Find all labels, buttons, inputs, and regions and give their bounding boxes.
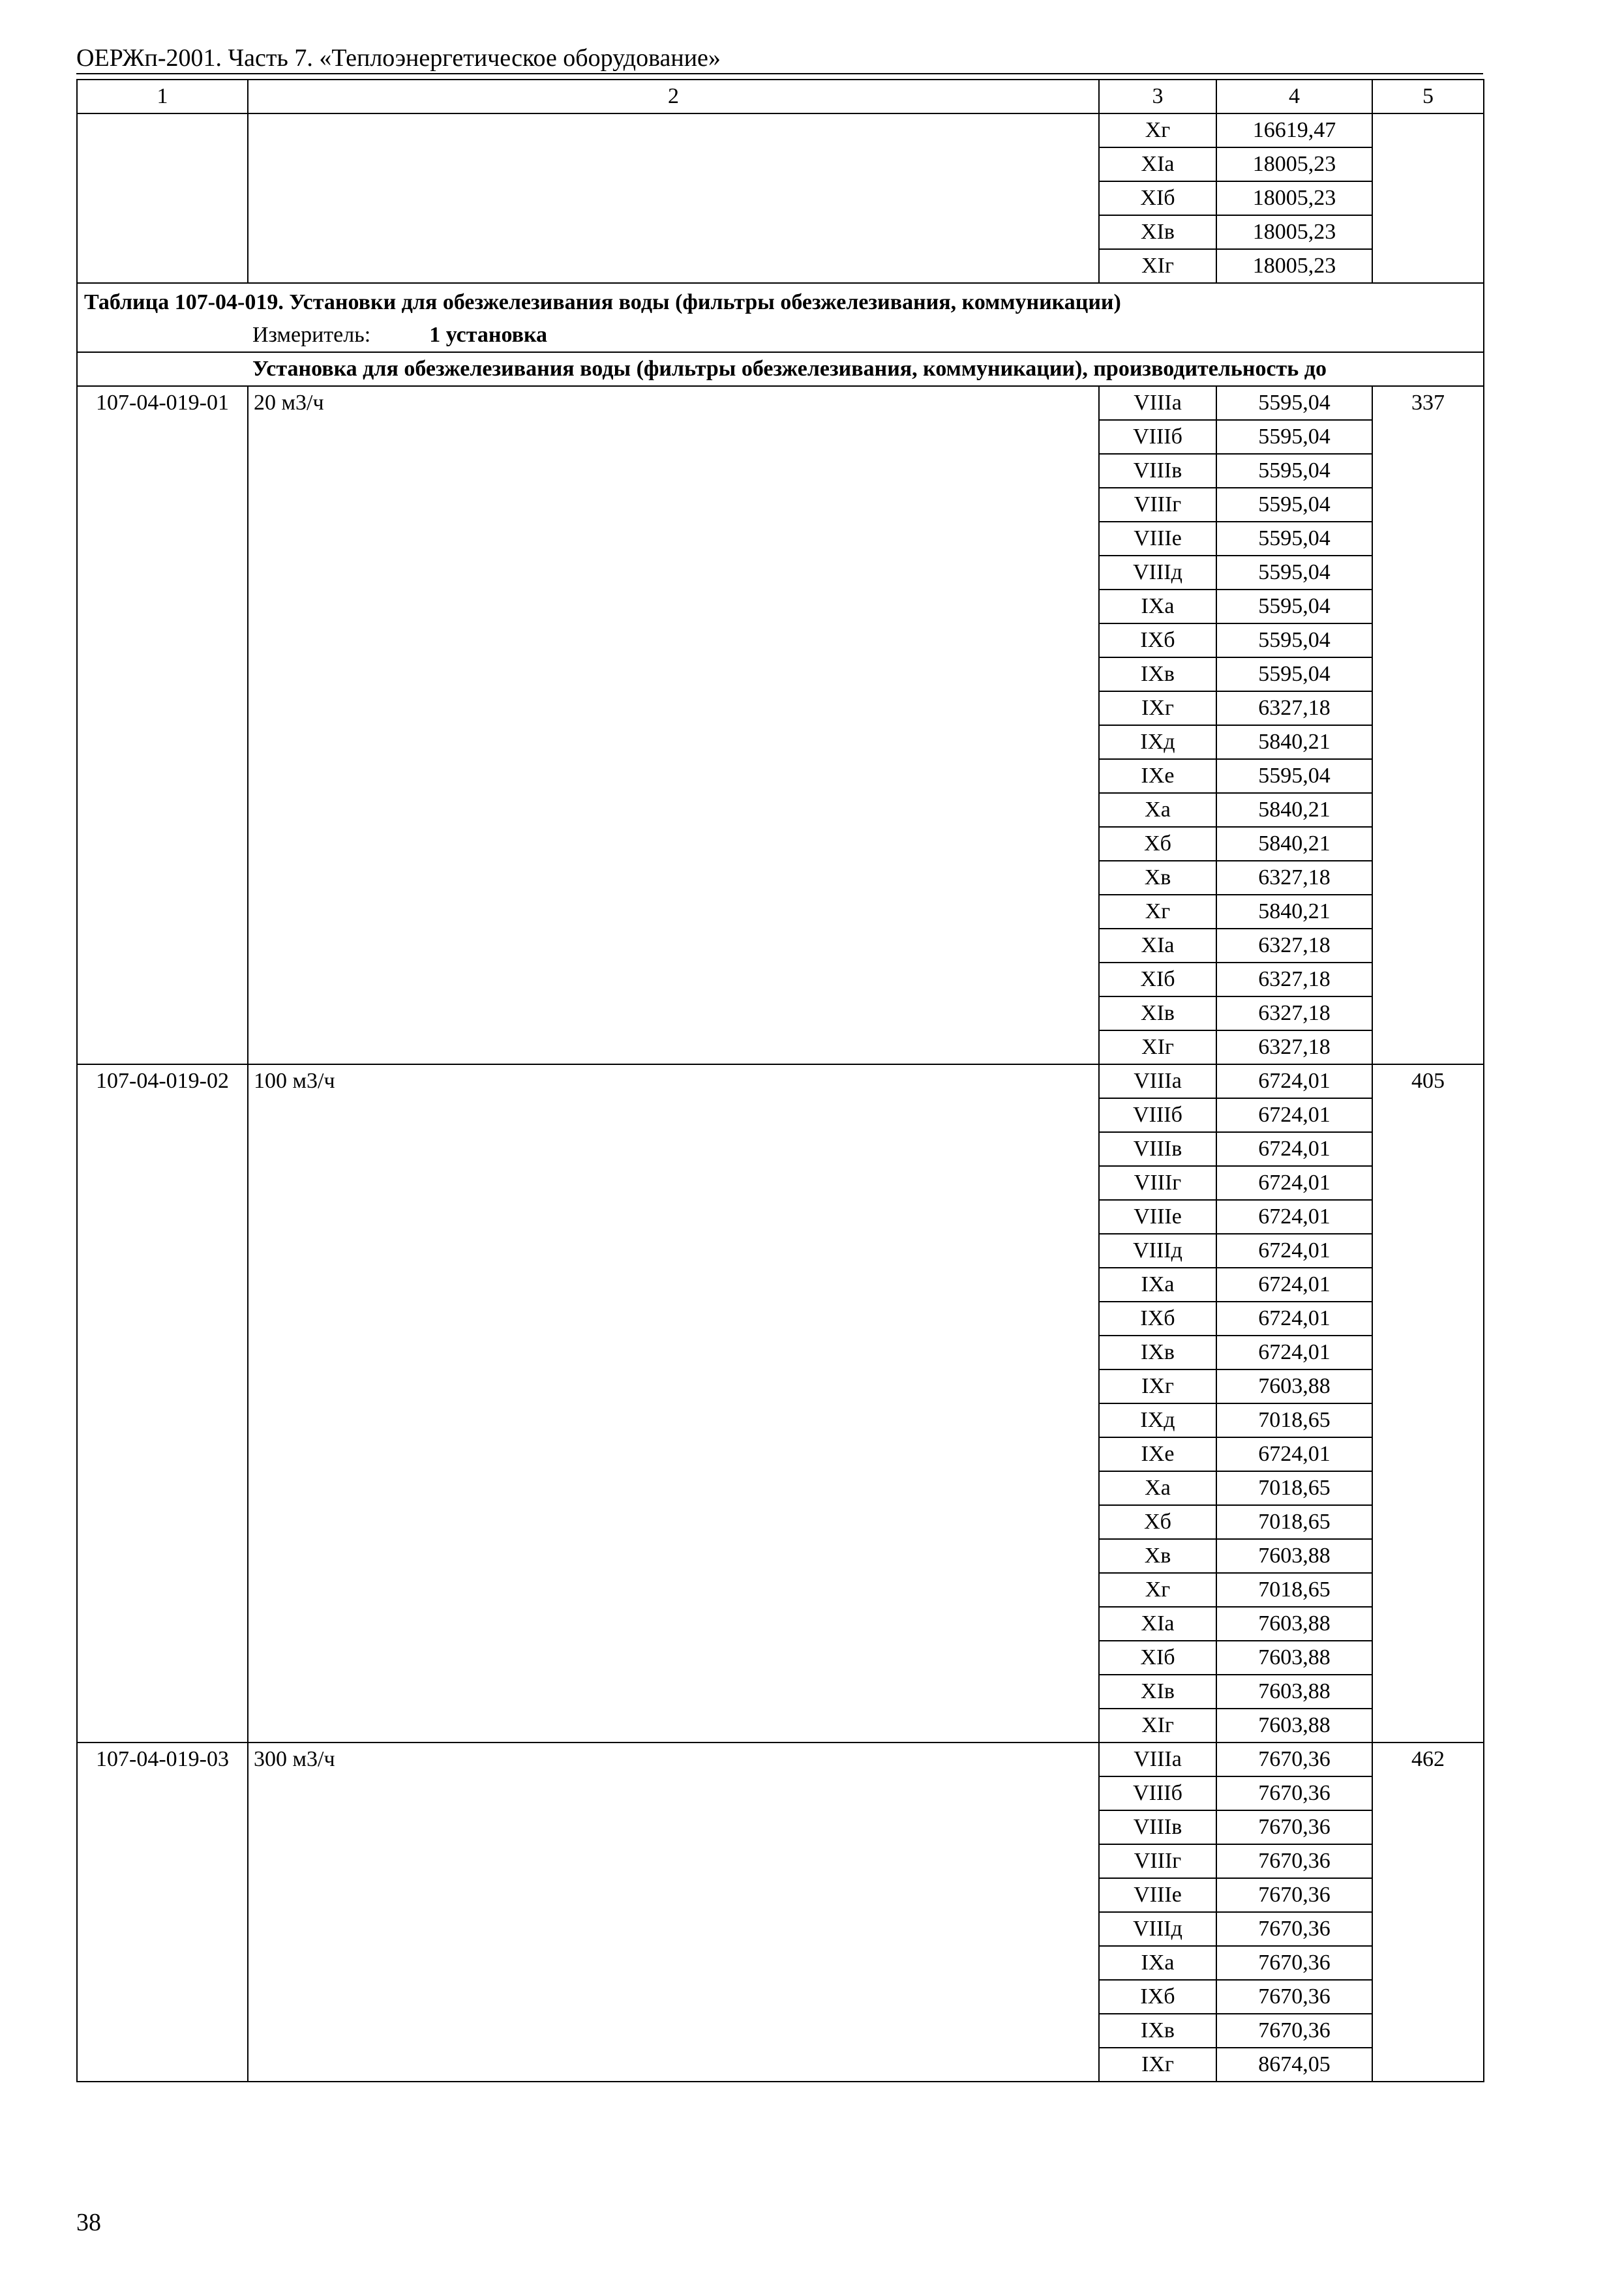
value-cell: 5595,04	[1216, 623, 1372, 657]
item-description: 300 м3/ч	[248, 1743, 1099, 2082]
zone-cell: IХб	[1099, 623, 1216, 657]
value-cell: 5840,21	[1216, 725, 1372, 759]
unit-cell	[77, 319, 1484, 352]
value-cell: 5595,04	[1216, 488, 1372, 522]
zone-cell: IХе	[1099, 759, 1216, 793]
zone-cell: VIIIа	[1099, 386, 1216, 420]
item-code: 107-04-019-01	[77, 386, 248, 1064]
value-cell: 18005,23	[1216, 181, 1372, 215]
page-number: 38	[76, 2209, 101, 2236]
subsection-title-row	[77, 352, 1484, 386]
zone-cell: VIIIа	[1099, 1064, 1216, 1098]
zone-cell: VIIIд	[1099, 556, 1216, 590]
zone-cell: IХв	[1099, 1336, 1216, 1369]
zone-cell: VIIIв	[1099, 1132, 1216, 1166]
zone-cell: VIIIг	[1099, 488, 1216, 522]
value-cell: 7670,36	[1216, 1912, 1372, 1946]
zone-cell: XIа	[1099, 929, 1216, 963]
value-cell: 6327,18	[1216, 929, 1372, 963]
zone-cell: Хг	[1099, 895, 1216, 929]
zone-cell: VIIIг	[1099, 1844, 1216, 1878]
value-cell: 6724,01	[1216, 1064, 1372, 1098]
zone-cell: Хг	[1099, 113, 1216, 147]
unit-label: Измеритель:	[252, 323, 371, 347]
column-number-5: 5	[1372, 80, 1484, 113]
value-cell: 7603,88	[1216, 1539, 1372, 1573]
value-cell: 6724,01	[1216, 1098, 1372, 1132]
value-cell: 6724,01	[1216, 1268, 1372, 1302]
page-header: ОЕРЖп-2001. Часть 7. «Теплоэнергетическое оборудование»	[76, 44, 721, 72]
value-cell: 6327,18	[1216, 691, 1372, 725]
zone-cell: XIб	[1099, 963, 1216, 996]
zone-cell: Ха	[1099, 1471, 1216, 1505]
zone-cell: IХа	[1099, 1946, 1216, 1980]
zone-cell: IХа	[1099, 590, 1216, 623]
zone-cell: XIв	[1099, 996, 1216, 1030]
zone-cell: VIIIд	[1099, 1912, 1216, 1946]
zone-cell: IХб	[1099, 1980, 1216, 2014]
zone-cell: VIIIв	[1099, 454, 1216, 488]
value-cell: 5840,21	[1216, 793, 1372, 827]
zone-cell: VIIIг	[1099, 1166, 1216, 1200]
zone-cell: IХг	[1099, 2048, 1216, 2082]
carryover-row	[77, 113, 1484, 147]
zone-cell: XIа	[1099, 1607, 1216, 1641]
price-table	[76, 79, 1484, 2082]
price-row	[77, 386, 1484, 420]
value-cell: 8674,05	[1216, 2048, 1372, 2082]
value-cell: 5595,04	[1216, 454, 1372, 488]
zone-cell: Хв	[1099, 861, 1216, 895]
subsection-title: Установка для обезжелезивания воды (фильтры обезжелезивания, коммуникации), производительность до	[77, 352, 1484, 386]
zone-cell: IХв	[1099, 2014, 1216, 2048]
header-divider	[76, 73, 1483, 74]
zone-cell: Ха	[1099, 793, 1216, 827]
value-cell: 7670,36	[1216, 1844, 1372, 1878]
code-cell	[77, 113, 248, 283]
item-description: 20 м3/ч	[248, 386, 1099, 1064]
value-cell: 18005,23	[1216, 147, 1372, 181]
value-cell: 7603,88	[1216, 1641, 1372, 1675]
zone-cell: Хб	[1099, 1505, 1216, 1539]
zone-cell: IХе	[1099, 1437, 1216, 1471]
value-cell: 5595,04	[1216, 759, 1372, 793]
value-cell: 6724,01	[1216, 1166, 1372, 1200]
value-cell: 7670,36	[1216, 1743, 1372, 1776]
value-cell: 6724,01	[1216, 1437, 1372, 1471]
value-cell: 6724,01	[1216, 1302, 1372, 1336]
value-cell: 7018,65	[1216, 1403, 1372, 1437]
price-row	[77, 1064, 1484, 1098]
zone-cell: IХа	[1099, 1268, 1216, 1302]
value-cell: 7018,65	[1216, 1505, 1372, 1539]
value-cell: 5595,04	[1216, 590, 1372, 623]
zone-cell: VIIIе	[1099, 1878, 1216, 1912]
value-cell: 7018,65	[1216, 1573, 1372, 1607]
value-cell: 7603,88	[1216, 1369, 1372, 1403]
zone-cell: XIв	[1099, 215, 1216, 249]
zone-cell: VIIIб	[1099, 1098, 1216, 1132]
zone-cell: IХг	[1099, 1369, 1216, 1403]
value-cell: 18005,23	[1216, 215, 1372, 249]
column-number-1: 1	[77, 80, 248, 113]
value-cell: 6327,18	[1216, 1030, 1372, 1064]
value-cell: 7670,36	[1216, 1810, 1372, 1844]
zone-cell: XIг	[1099, 1030, 1216, 1064]
item-code: 107-04-019-02	[77, 1064, 248, 1743]
section-title-row	[77, 283, 1484, 319]
zone-cell: VIIIб	[1099, 1776, 1216, 1810]
value-cell: 7670,36	[1216, 1946, 1372, 1980]
value-cell: 5840,21	[1216, 895, 1372, 929]
zone-cell: XIг	[1099, 1709, 1216, 1743]
value-cell: 7670,36	[1216, 1878, 1372, 1912]
value-cell: 5595,04	[1216, 556, 1372, 590]
price-row	[77, 1743, 1484, 1776]
section-title: Таблица 107-04-019. Установки для обезжелезивания воды (фильтры обезжелезивания, коммуникации)	[77, 283, 1484, 319]
value-cell: 18005,23	[1216, 249, 1372, 283]
column-number-3: 3	[1099, 80, 1216, 113]
item-price: 405	[1372, 1064, 1484, 1743]
value-cell: 7670,36	[1216, 2014, 1372, 2048]
item-price: 462	[1372, 1743, 1484, 2082]
zone-cell: VIIIв	[1099, 1810, 1216, 1844]
description-cell	[248, 113, 1099, 283]
zone-cell: XIв	[1099, 1675, 1216, 1709]
value-cell: 16619,47	[1216, 113, 1372, 147]
zone-cell: VIIIд	[1099, 1234, 1216, 1268]
zone-cell: VIIIб	[1099, 420, 1216, 454]
value-cell: 6327,18	[1216, 861, 1372, 895]
item-code: 107-04-019-03	[77, 1743, 248, 2082]
zone-cell: XIа	[1099, 147, 1216, 181]
value-cell: 6724,01	[1216, 1200, 1372, 1234]
value-cell: 7018,65	[1216, 1471, 1372, 1505]
zone-cell: IХд	[1099, 1403, 1216, 1437]
column-number-row	[77, 80, 1484, 113]
zone-cell: IХв	[1099, 657, 1216, 691]
zone-cell: XIб	[1099, 181, 1216, 215]
value-cell: 6724,01	[1216, 1132, 1372, 1166]
value-cell: 5595,04	[1216, 420, 1372, 454]
price-table-body	[77, 80, 1484, 2082]
zone-cell: Хб	[1099, 827, 1216, 861]
value-cell: 6327,18	[1216, 963, 1372, 996]
item-price: 337	[1372, 386, 1484, 1064]
value-cell: 7603,88	[1216, 1675, 1372, 1709]
zone-cell: IХб	[1099, 1302, 1216, 1336]
zone-cell: XIг	[1099, 249, 1216, 283]
zone-cell: IХд	[1099, 725, 1216, 759]
value-cell: 5840,21	[1216, 827, 1372, 861]
zone-cell: Хг	[1099, 1573, 1216, 1607]
value-cell: 6327,18	[1216, 996, 1372, 1030]
zone-cell: XIб	[1099, 1641, 1216, 1675]
value-cell: 5595,04	[1216, 522, 1372, 556]
zone-cell: VIIIе	[1099, 522, 1216, 556]
unit-value: 1 установка	[429, 323, 548, 347]
column-number-4: 4	[1216, 80, 1372, 113]
zone-cell: IХг	[1099, 691, 1216, 725]
value-cell: 6724,01	[1216, 1234, 1372, 1268]
zone-cell: Хв	[1099, 1539, 1216, 1573]
column-number-2: 2	[248, 80, 1099, 113]
value-cell: 7603,88	[1216, 1607, 1372, 1641]
unit-row	[77, 319, 1484, 352]
value-cell: 6724,01	[1216, 1336, 1372, 1369]
zone-cell: VIIIе	[1099, 1200, 1216, 1234]
value-cell: 7670,36	[1216, 1776, 1372, 1810]
item-description: 100 м3/ч	[248, 1064, 1099, 1743]
value-cell: 7603,88	[1216, 1709, 1372, 1743]
price-cell	[1372, 113, 1484, 283]
value-cell: 7670,36	[1216, 1980, 1372, 2014]
zone-cell: VIIIа	[1099, 1743, 1216, 1776]
value-cell: 5595,04	[1216, 657, 1372, 691]
value-cell: 5595,04	[1216, 386, 1372, 420]
